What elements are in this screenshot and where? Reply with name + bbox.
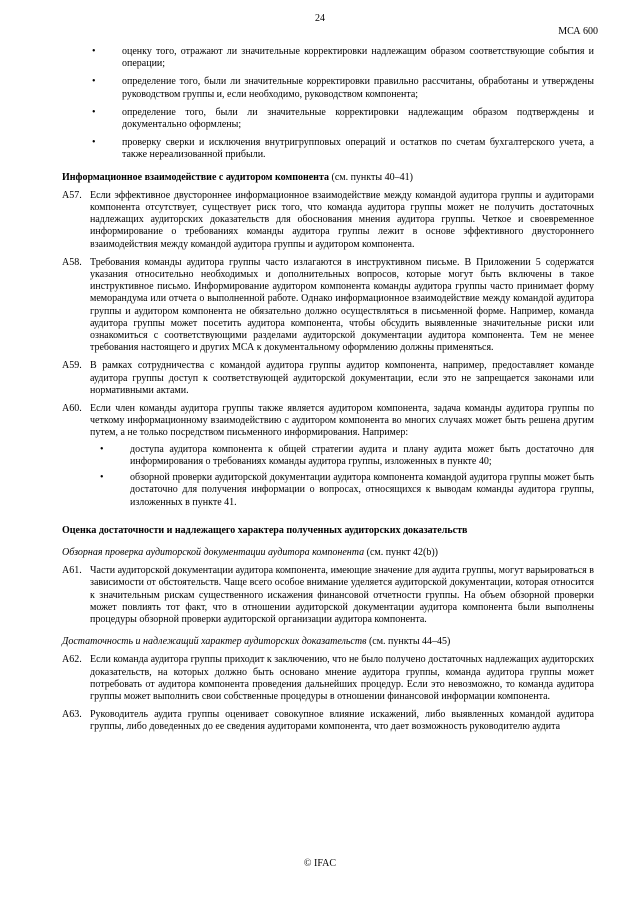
list-item: • проверку сверки и исключения внутригрупповых операций и остатков по счетам бухгалтерского учета, а также нереализованной прибыли. xyxy=(92,137,594,161)
paragraph-a61: A61. Части аудиторской документации аудитора компонента, имеющие значение для аудита группы, могут варьироваться в зависимости от обстоятельств. Чаще всего особое внимание уделяется аудиторской документации, которая относится к значительным рискам существенного искажения финансовой отчетности группы. На объем обзорной проверки может повлиять тот факт, что в отношении аудиторской документации аудитора компонента были выполнены процедуры обзорной проверки аудиторской организации аудитора компонента. xyxy=(62,565,594,625)
paragraph-a58: A58. Требования команды аудитора группы часто излагаются в инструктивном письме. В Приложении 5 содержатся указания относительно необходимых и дополнительных вопросов, которые могут быть включены в такое инструктивное письмо. Информирование аудитором компонента команды аудитора группы часто принимает форму меморандума или отчета о выполненной работе. Однако информационное взаимодействие между командой аудитора группы и аудитором компонента не обязательно должно осуществляться в письменной форме. Например, команда аудитора группы может посетить аудитора компонента, чтобы обсудить выявленные значительные риски или ознакомиться с соответствующими разделами аудиторской документации аудитора компонента. Тем не менее требования настоящего и других МСА к документальному оформлению должны применяться. xyxy=(62,256,594,354)
section-heading: Информационное взаимодействие с аудитором компонента (см. пункты 40–41) xyxy=(62,171,413,183)
paragraph-label: A62. xyxy=(62,654,82,666)
paragraph-label: A57. xyxy=(62,189,82,201)
list-item: • определение того, были ли значительные корректировки правильно рассчитаны, обработаны и утверждены руководством группы и, если необходимо, руководством компонента; xyxy=(92,76,594,100)
paragraph-label: A60. xyxy=(62,403,82,415)
section-heading: Оценка достаточности и надлежащего характера полученных аудиторских доказательств xyxy=(62,524,468,536)
list-item: • обзорной проверки аудиторской документации аудитора компонента командой аудитора группы может быть достаточно для получения информации о вопросах, относящихся к выводам команды аудитора группы, изложенных в пункте 41. xyxy=(100,472,594,508)
bullet-icon: • xyxy=(100,443,104,455)
subsection-heading: Достаточность и надлежащий характер аудиторских доказательств (см. пункты 44–45) xyxy=(62,636,451,648)
bullet-icon: • xyxy=(100,472,104,484)
sub-bullet-list xyxy=(90,444,594,509)
page-number: 24 xyxy=(315,13,325,24)
paragraph-a59: A59. В рамках сотрудничества с командой аудитора группы аудитор компонента, например, предоставляет команде аудитора группы доступ к соответствующей аудиторской документации, если это не запрещается законами или нормативными актами. xyxy=(62,360,594,396)
paragraph-a62: A62. Если команда аудитора группы приходит к заключению, что не было получено достаточных надлежащих аудиторских доказательств, на которых должно быть основано мнение аудитора группы, команда аудитора группы может потребовать от аудитора компонента проведения дальнейших процедур. Если это невозможно, то команда аудитора группы может выполнить свои собственные процедуры в отношении финансовой информации компонента. xyxy=(62,654,594,702)
bullet-icon: • xyxy=(92,76,96,88)
subsection-reference: (см. пункты 44–45) xyxy=(366,636,451,648)
bullet-icon: • xyxy=(92,46,96,57)
paragraph-a60: A60. Если член команды аудитора группы также является аудитором компонента, задача команды аудитора группы по четкому информационному взаимодействию с аудитором компонента во многих случаях может быть решена другим путем, а не только посредством письменного информирования. Например: • доступа аудитора компонента к общей стратегии аудита и плану аудита может быть достаточно для информирования о требованиях команды аудитора группы, изложенных в пункте 40; • обзорной проверки аудиторской документации аудитора компонента командой аудитора группы может быть достаточно для получения информации о вопросах, относящихся к выводам команды аудитора группы, изложенных в пункте 41. xyxy=(62,403,594,508)
bullet-icon: • xyxy=(92,137,96,149)
standard-code: МСА 600 xyxy=(558,26,598,37)
paragraph-label: A63. xyxy=(62,709,82,721)
section-reference: (см. пункты 40–41) xyxy=(328,171,413,183)
bullet-icon: • xyxy=(92,106,96,118)
paragraph-label: A61. xyxy=(62,565,82,577)
top-bullet-list xyxy=(62,46,594,162)
paragraph-a63: A63. Руководитель аудита группы оценивает совокупное влияние искажений, либо выявленных командой аудитора группы, либо доведенных до ее сведения аудиторами компонента, что дает возможность руководителю аудита xyxy=(62,709,594,733)
page-content xyxy=(62,46,594,740)
subsection-heading: Обзорная проверка аудиторской документации аудитора компонента (см. пункт 42(b)) xyxy=(62,546,438,558)
footer-copyright: © IFAC xyxy=(303,858,337,869)
paragraph-label: A58. xyxy=(62,256,82,268)
list-item: • оценку того, отражают ли значительные корректировки надлежащим образом соответствующие события и операции; xyxy=(92,46,594,70)
paragraph-a57: A57. Если эффективное двустороннее информационное взаимодействие между командой аудитора группы и аудиторами компонента отсутствует, существует риск того, что команда аудитора группы может не получить достаточных надлежащих аудиторских доказательств для обоснования мнения аудитора группы. Четкое и своевременное информирование о требованиях команды аудитора группы лежит в основе эффективного двустороннего взаимодействия между командой аудитора группы и аудитором компонента. xyxy=(62,189,594,250)
paragraph-label: A59. xyxy=(62,360,82,372)
list-item: • доступа аудитора компонента к общей стратегии аудита и плану аудита может быть достаточно для информирования о требованиях команды аудитора группы, изложенных в пункте 40; xyxy=(100,443,594,467)
subsection-reference: (см. пункт 42(b)) xyxy=(364,546,438,558)
list-item: • определение того, были ли значительные корректировки надлежащим образом подтверждены и документально оформлены; xyxy=(92,106,594,131)
